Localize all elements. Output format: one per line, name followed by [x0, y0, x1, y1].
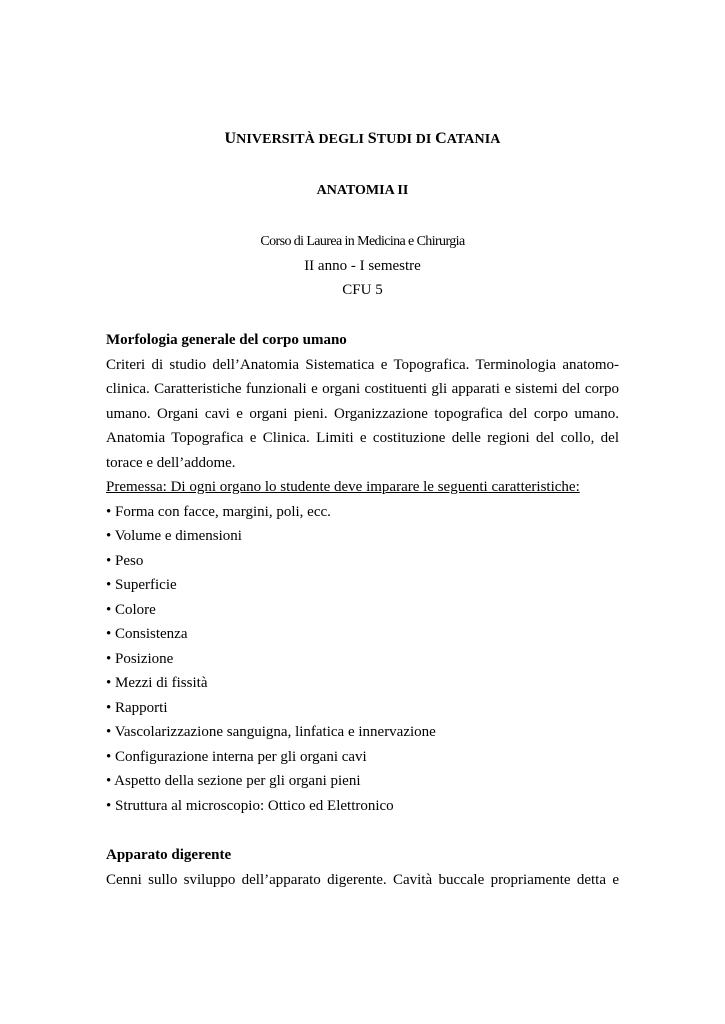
- university-name: [0, 130, 725, 149]
- premessa-text: Premessa: Di ogni organo lo studente deve imparare le seguenti caratteristiche:: [106, 479, 580, 495]
- degree-name: Corso di Laurea in Medicina e Chirurgia: [260, 234, 465, 249]
- list-item: • Posizione: [106, 650, 174, 667]
- list-item: • Consistenza: [106, 626, 188, 642]
- university-text: NIVERSITÀ DEGLI: [236, 132, 368, 147]
- list-item: • Mezzi di fissità: [106, 675, 208, 691]
- characteristics-list: [106, 500, 619, 819]
- section-digerente: [106, 843, 619, 892]
- section-morfologia: [106, 328, 619, 818]
- university-text: TUDI DI: [376, 132, 436, 147]
- section-heading: Morfologia generale del corpo umano: [106, 332, 347, 348]
- list-item: • Aspetto della sezione per gli organi pieni: [106, 773, 361, 789]
- course-title: ANATOMIA II: [316, 183, 409, 198]
- list-item: • Forma con facce, margini, poli, ecc.: [106, 503, 331, 520]
- list-item: • Rapporti: [106, 699, 168, 716]
- list-item: • Superficie: [106, 577, 177, 593]
- list-item: • Vascolarizzazione sanguigna, linfatica e innervazione: [106, 724, 436, 740]
- list-item: • Colore: [106, 601, 156, 618]
- year-semester: II anno - I semestre: [304, 258, 421, 274]
- section-paragraph: Criteri di studio dell’Anatomia Sistematica e Topografica. Terminologia anatomo-clinica. Caratteristiche funzionali e organi costituenti gli apparati e sistemi del corpo umano. Organi cavi e organi pieni. Organizzazione topografica del corpo umano. Anatomia Topografica e Clinica. Limiti e costituzione delle regioni del collo, del torace e dell’addome.: [106, 356, 619, 471]
- list-item: • Peso: [106, 552, 144, 569]
- university-initial: C: [435, 130, 447, 147]
- cfu-credits: CFU 5: [342, 282, 383, 298]
- list-item: • Volume e dimensioni: [106, 528, 242, 544]
- university-initial: U: [224, 130, 237, 147]
- list-item: • Struttura al microscopio: Ottico ed Elettronico: [106, 797, 394, 814]
- university-text: ATANIA: [446, 132, 501, 147]
- section-paragraph: Cenni sullo sviluppo dell’apparato digerente. Cavità buccale propriamente detta e: [106, 871, 619, 888]
- section-heading: Apparato digerente: [106, 847, 232, 863]
- list-item: • Configurazione interna per gli organi cavi: [106, 748, 367, 765]
- university-initial: S: [367, 130, 377, 147]
